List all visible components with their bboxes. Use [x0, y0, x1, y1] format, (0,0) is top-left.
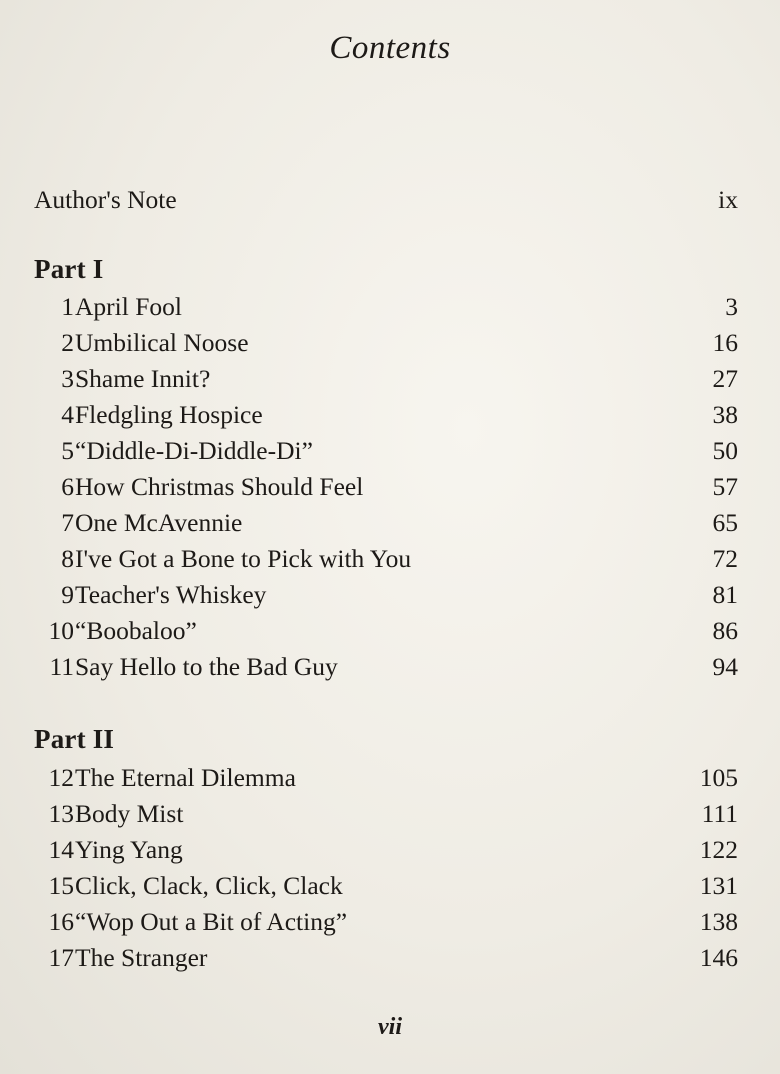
toc-entry-number: 2: [61, 328, 74, 357]
toc-entry-page: 72: [712, 544, 738, 573]
toc-entry: [34, 361, 738, 397]
toc-entry: [34, 541, 738, 577]
toc-entry: [34, 397, 738, 433]
toc-entry-page: 38: [712, 400, 738, 429]
toc-entry: [34, 760, 738, 796]
toc-entry: [34, 505, 738, 541]
toc-entry-title: Fledgling Hospice: [75, 400, 263, 429]
toc-entry-authors-note: [34, 182, 738, 218]
toc-entry-title: Body Mist: [75, 799, 184, 828]
toc-entry-page: 122: [699, 835, 738, 864]
toc-entry-number: 10: [48, 616, 74, 645]
toc-entry: [34, 904, 738, 940]
toc-entry-title: “Wop Out a Bit of Acting”: [75, 907, 348, 936]
toc-entry-title: I've Got a Bone to Pick with You: [75, 544, 412, 573]
toc-entry-title: Umbilical Noose: [75, 328, 249, 357]
toc-entry: [34, 613, 738, 649]
toc-entry-number: 16: [48, 907, 74, 936]
toc-entry-page: 27: [712, 364, 738, 393]
toc-entry-title: Say Hello to the Bad Guy: [75, 652, 338, 681]
toc-entry-number: 6: [61, 472, 74, 501]
toc-entry-title: Click, Clack, Click, Clack: [75, 871, 343, 900]
toc-entry-number: 7: [61, 508, 74, 537]
toc-entry-title: Teacher's Whiskey: [75, 580, 267, 609]
toc-entry-page: 138: [699, 907, 738, 936]
toc-entry-page: ix: [718, 185, 738, 214]
toc-entry-title: Shame Innit?: [75, 364, 211, 393]
toc-entry-number: 17: [48, 943, 74, 972]
toc-entry-title: Author's Note: [34, 185, 177, 214]
part-heading-2: Part II: [34, 724, 115, 754]
toc-entry-page: 94: [712, 652, 738, 681]
toc-entry: [34, 868, 738, 904]
toc-entry-title: One McAvennie: [75, 508, 243, 537]
part-heading-1: Part I: [34, 254, 104, 284]
toc-entry-title: “Diddle-Di-Diddle-Di”: [75, 436, 313, 465]
toc-entry-title: Ying Yang: [75, 835, 183, 864]
toc-entry-page: 16: [712, 328, 738, 357]
toc-entry: [34, 325, 738, 361]
toc-entry-number: 4: [61, 400, 74, 429]
page-number: vii: [378, 1014, 402, 1040]
toc-entry-page: 131: [699, 871, 738, 900]
toc-entry: [34, 649, 738, 685]
toc-entry-title: April Fool: [75, 292, 182, 321]
toc-entry: [34, 469, 738, 505]
toc-entry: [34, 433, 738, 469]
toc-entry-number: 9: [61, 580, 74, 609]
toc-entry-page: 146: [699, 943, 738, 972]
toc-entry-number: 8: [61, 544, 74, 573]
toc-entry-page: 86: [712, 616, 738, 645]
toc-entry-page: 3: [725, 292, 738, 321]
toc-entry-number: 13: [48, 799, 74, 828]
toc-entry-number: 12: [48, 763, 74, 792]
toc-entry-number: 1: [61, 292, 74, 321]
toc-entry: [34, 289, 738, 325]
toc-entry-page: 50: [712, 436, 738, 465]
toc-entry-title: The Stranger: [75, 943, 208, 972]
toc-entry-number: 11: [49, 652, 74, 681]
toc-entry-page: 105: [699, 763, 738, 792]
toc-entry-page: 111: [701, 799, 738, 828]
page-title: Contents: [329, 30, 451, 66]
toc-entry-number: 14: [48, 835, 74, 864]
toc-entry-number: 5: [61, 436, 74, 465]
toc-entry: [34, 577, 738, 613]
toc-entry-number: 15: [48, 871, 74, 900]
toc-entry: [34, 796, 738, 832]
toc-entry-title: How Christmas Should Feel: [75, 472, 364, 501]
toc-entry-page: 57: [712, 472, 738, 501]
toc-entry-number: 3: [61, 364, 74, 393]
toc-entry: [34, 832, 738, 868]
toc-entry-title: The Eternal Dilemma: [75, 763, 296, 792]
toc-entry: [34, 940, 738, 976]
toc-entry-page: 81: [712, 580, 738, 609]
toc-entry-title: “Boobaloo”: [75, 616, 197, 645]
toc-entry-page: 65: [712, 508, 738, 537]
